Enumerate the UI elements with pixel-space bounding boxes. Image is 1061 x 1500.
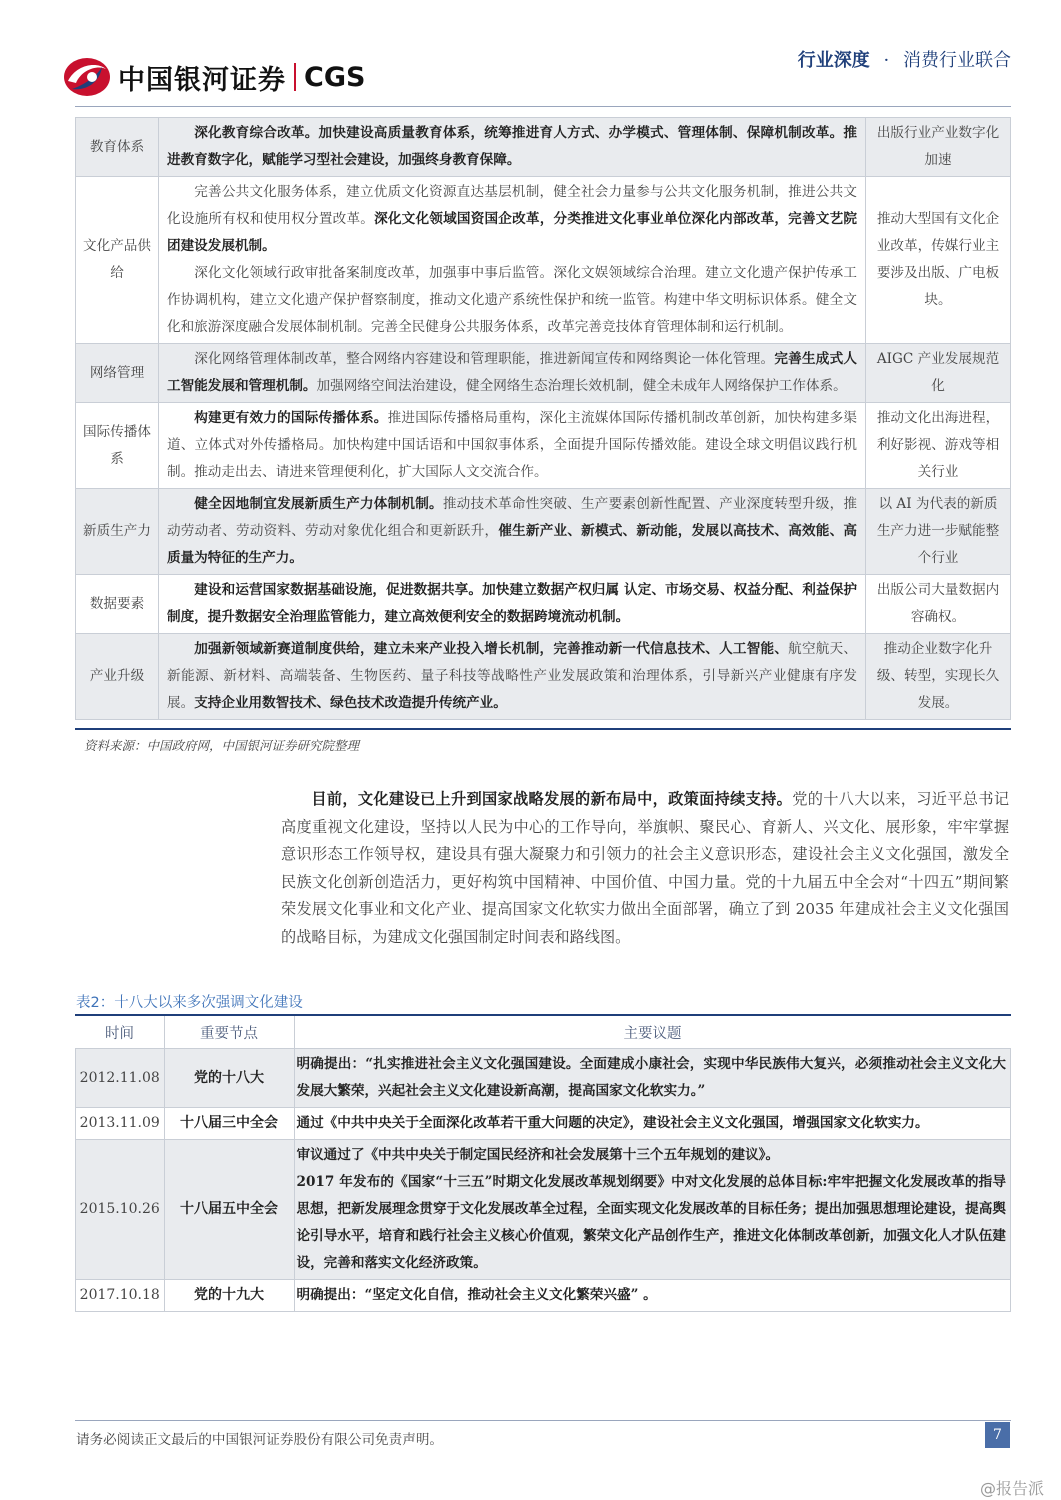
table-source: 资料来源：中国政府网，中国银河证券研究院整理 (84, 738, 360, 753)
row-topic (294, 1140, 1011, 1280)
row-category: 网络管理 (76, 344, 159, 403)
text-segment: 推进国际传播格局重构，深化主流媒体国际传播机制改革创新，加快构建多渠道、立体式对外传播格局。加快构建中国话语和中国叙事体系，全面提升国际传播效能。建设全球文明倡议践行机制。推动走出去、请进来管理便利化，扩大国际人文交流合作。 (167, 410, 858, 480)
logo-cgs: CGS (304, 61, 366, 93)
topic-line: 通过《中共中央关于全面深化改革若干重大问题的决定》，建设社会主义文化强国，增强国家文化软实力。 (296, 1115, 929, 1131)
category-label: 行业深度 (797, 50, 870, 71)
logo-divider (294, 63, 296, 91)
row-node: 十八届五中全会 (164, 1140, 294, 1280)
text-segment: 完善公共文化服务体系，建立优质文化资源直达基层机制，健全社会力量参与公共文化服务机制，推进公共文化设施所有权和使用权分置改革。 (167, 184, 857, 227)
bold-text: 支持企业用数智技术、绿色技术改造提升传统产业。 (194, 695, 507, 711)
body-text: 党的十八大以来，习近平总书记高度重视文化建设，坚持以人民为中心的工作导向，举旗帜、聚民心、育新人、兴文化、展形象，牢牢掌握意识形态工作领导权，建设具有强大凝聚力和引领力的社会主义意识形态，建设社会主义文化强国，激发全民族文化创新创造活力，更好构筑中国精神、中国价值、中国力量。党的十九届五中全会对“十四五”期间繁荣发展文化事业和文化产业、提高国家文化软实力做出全面部署，确立了到 2035 年建成社会主义文化强国的战略目标，为建成文化强国制定时间表和路线图。 (281, 790, 1010, 946)
row-impact: 以 AI 为代表的新质生产力进一步赋能整个行业 (866, 489, 1011, 575)
culture-milestones-table (75, 1016, 1011, 1312)
policy-table (75, 117, 1011, 720)
row-category: 新质生产力 (76, 489, 159, 575)
topic-line: 明确提出：“坚定文化自信，推动社会主义文化繁荣兴盛” 。 (296, 1287, 657, 1303)
row-policy-text (159, 344, 866, 403)
row-topic (294, 1049, 1011, 1108)
row-date: 2017.10.18 (76, 1280, 165, 1312)
row-date: 2012.11.08 (76, 1049, 165, 1108)
policy-paragraph (167, 405, 857, 486)
row-impact: 推动企业数字化升级、转型，实现长久发展。 (866, 634, 1011, 720)
text-segment: 推动技术革命性突破、生产要素创新性配置、产业深度转型升级，推动劳动者、劳动资料、劳动对象优化组合和更新跃升， (167, 496, 858, 539)
bold-text: 构建更有效力的国际传播体系。 (194, 410, 388, 426)
watermark: @报告派 (980, 1479, 1045, 1498)
bold-text: 深化教育综合改革。加快建设高质量教育体系，统筹推进育人方式、办学模式、管理体制、保障机制改革。推进教育数字化，赋能学习型社会建设，加强终身教育保障。 (167, 125, 857, 168)
bold-text: 完善生成式人工智能发展和管理机制。 (167, 351, 858, 394)
row-date: 2015.10.26 (76, 1140, 165, 1280)
policy-paragraph (167, 179, 857, 260)
table-header-row (76, 1016, 1011, 1049)
row-node: 十八届三中全会 (164, 1108, 294, 1140)
row-policy-text (159, 403, 866, 489)
cgs-logo-icon (62, 55, 112, 99)
bold-text: 健全因地制宜发展新质生产力体制机制。 (194, 496, 443, 512)
policy-paragraph (167, 636, 857, 717)
text-segment: 航空航天、新能源、新材料、高端装备、生物医药、量子科技等战略性产业发展政策和治理体系，引导新兴产业健康有序发展。 (167, 641, 858, 711)
topic-line: 审议通过了《中共中央关于制定国民经济和社会发展第十三个五年规划的建议》。 (296, 1147, 780, 1163)
row-impact: 出版行业产业数字化加速 (866, 118, 1011, 177)
page-number: 7 (985, 1422, 1010, 1448)
row-policy-text (159, 177, 866, 344)
row-impact: AIGC 产业发展规范化 (866, 344, 1011, 403)
table-row (76, 634, 1011, 720)
category-subtitle: 消费行业联合 (903, 50, 1011, 71)
row-category: 教育体系 (76, 118, 159, 177)
row-topic (294, 1108, 1011, 1140)
text-segment: 加强网络空间法治建设，健全网络生态治理长效机制，健全未成年人网络保护工作体系。 (316, 378, 847, 394)
bold-text: 深化文化领域国资国企改革，分类推进文化事业单位深化内部改革，完善文艺院团建设发展机制。 (167, 211, 857, 254)
topic-line: 2017 年发布的《国家“十三五”时期文化发展改革规划纲要》中对文化发展的总体目标:牢牢把握文化发展改革的指导思想，把新发展理念贯穿于文化发展改革全过程，全面实现文化发展改革的目标任务；提出加强思想理论建设，提高舆论引导水平，培育和践行社会主义核心价值观，繁荣文化产品创作生产，推进文化体制改革创新，加强文化人才队伍建设，完善和落实文化经济政策。 (296, 1174, 1006, 1271)
table-row (76, 344, 1011, 403)
topic-line: 明确提出：“扎实推进社会主义文化强国建设。全面建成小康社会，实现中华民族伟大复兴，必须推动社会主义文化大发展大繁荣，兴起社会主义文化建设新高潮，提高国家文化软实力。” (296, 1056, 1006, 1099)
policy-paragraph (167, 491, 857, 572)
policy-paragraph (167, 120, 857, 174)
row-impact: 出版公司大量数据内容确权。 (866, 575, 1011, 634)
row-policy-text (159, 489, 866, 575)
row-impact: 推动文化出海进程，利好影视、游戏等相关行业 (866, 403, 1011, 489)
row-impact: 推动大型国有文化企业改革，传媒行业主要涉及出版、广电板块。 (866, 177, 1011, 344)
footer-divider (75, 1420, 1011, 1421)
row-category: 国际传播体系 (76, 403, 159, 489)
table-row (76, 177, 1011, 344)
policy-table-bottom-rule (75, 728, 1011, 730)
text-segment: 深化网络管理体制改革，整合网络内容建设和管理职能，推进新闻宣传和网络舆论一体化管理。 (194, 351, 775, 367)
row-topic (294, 1280, 1011, 1312)
policy-paragraph (167, 577, 857, 631)
policy-paragraph (167, 260, 857, 341)
text-segment: 深化文化领域行政审批备案制度改革，加强事中事后监管。深化文娱领域综合治理。建立文化遗产保护传承工作协调机构，建立文化遗产保护督察制度，推动文化遗产系统性保护和统一监管。构建中华文明标识体系。健全文化和旅游深度融合发展体制机制。完善全民健身公共服务体系，改革完善竞技体育管理体制和运行机制。 (167, 265, 857, 335)
company-logo (62, 52, 382, 102)
header-divider (75, 106, 1011, 107)
report-category (798, 46, 1011, 72)
body-lead: 目前，文化建设已上升到国家战略发展的新布局中，政策面持续支持。 (311, 790, 793, 808)
table-row (76, 118, 1011, 177)
body-paragraph (281, 786, 1009, 951)
row-node: 党的十八大 (164, 1049, 294, 1108)
bold-text: 催生新产业、新模式、新动能，发展以高技术、高效能、高质量为特征的生产力。 (167, 523, 858, 566)
row-policy-text (159, 634, 866, 720)
row-policy-text (159, 118, 866, 177)
table-row (76, 575, 1011, 634)
logo-text: 中国银河证券 (118, 64, 286, 96)
page-header (0, 0, 1061, 112)
table2-title: 表2：十八大以来多次强调文化建设 (76, 995, 303, 1011)
table-row (76, 1280, 1011, 1312)
table-row (76, 1049, 1011, 1108)
bold-text: 建设和运营国家数据基础设施，促进数据共享。加快建立数据产权归属 认定、市场交易、权益分配、利益保护制度，提升数据安全治理监管能力，建立高效便利安全的数据跨境流动机制。 (167, 582, 857, 625)
table-row (76, 403, 1011, 489)
row-node: 党的十九大 (164, 1280, 294, 1312)
row-category: 文化产品供给 (76, 177, 159, 344)
policy-paragraph (167, 346, 857, 400)
row-category: 产业升级 (76, 634, 159, 720)
category-dot: · (883, 50, 890, 71)
row-date: 2013.11.09 (76, 1108, 165, 1140)
table-row (76, 489, 1011, 575)
col-header-topic: 主要议题 (294, 1016, 1011, 1049)
row-policy-text (159, 575, 866, 634)
col-header-date: 时间 (76, 1016, 165, 1049)
table-row (76, 1140, 1011, 1280)
table-row (76, 1108, 1011, 1140)
col-header-node: 重要节点 (164, 1016, 294, 1049)
footer-disclaimer: 请务必阅读正文最后的中国银河证券股份有限公司免责声明。 (76, 1432, 444, 1448)
bold-text: 加强新领域新赛道制度供给，建立未来产业投入增长机制，完善推动新一代信息技术、人工智能、 (194, 641, 789, 657)
row-category: 数据要素 (76, 575, 159, 634)
